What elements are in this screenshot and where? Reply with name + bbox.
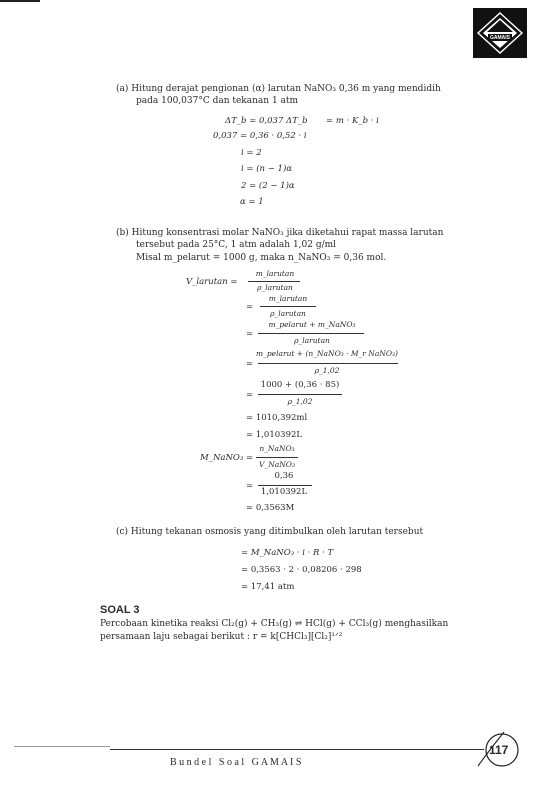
result-volume-l: = 1,010392L <box>246 430 303 440</box>
frac-4-num: m_pelarut + (n_NaNO₃ · M_r NaNO₃) <box>256 349 398 358</box>
frac-5-den: ρ_1,02 <box>287 397 313 406</box>
frac-1-den: ρ_larutan <box>257 283 293 292</box>
frac-7-num: 0,36 <box>274 471 294 481</box>
part-c-question: (c) Hitung tekanan osmosis yang ditimbulkan oleh larutan tersebut <box>116 527 424 537</box>
frac-6-bar <box>256 457 298 458</box>
frac-7-den: 1,010392L <box>260 487 308 497</box>
corner-mark <box>0 0 40 2</box>
soal-3-text-line-1: Percobaan kinetika reaksi Cl₂(g) + CH₃(g) ⇌ HCl(g) + CCl₃(g) menghasilkan <box>100 619 449 629</box>
footer-rule-left <box>14 746 110 747</box>
part-b-question-line-1: (b) Hitung konsentrasi molar NaNO₃ jika diketahui rapat massa larutan <box>116 228 444 238</box>
equals-7: = <box>246 481 254 491</box>
frac-3-num: m_pelarut + m_NaNO₃ <box>268 320 356 329</box>
frac-1-bar <box>248 281 300 282</box>
equals-2: = <box>246 302 254 312</box>
footer-title: B u n d e l S o a l G A M A I S <box>170 757 302 768</box>
frac-4-bar <box>258 363 398 364</box>
part-a-eq-4: i = (n − 1)α <box>241 164 293 174</box>
part-a-eq-5: 2 = (2 − 1)α <box>241 181 295 191</box>
equals-3: = <box>246 329 254 339</box>
part-a-eq-1b: = m · K_b · i <box>326 116 379 126</box>
frac-3-den: ρ_larutan <box>294 336 330 345</box>
frac-4-den: ρ_1,02 <box>314 366 340 375</box>
part-a-eq-6: α = 1 <box>240 197 264 207</box>
page-number: 117 <box>489 743 509 757</box>
soal-3-text-line-2: persamaan laju sebagai berikut : r = k[CHCl₃][Cl₂]¹ᐟ² <box>100 632 343 642</box>
frac-7-bar <box>258 485 312 486</box>
part-a-eq-1a: ΔT_b = 0,037 ΔT_b <box>225 116 308 126</box>
frac-5-bar <box>258 394 342 395</box>
frac-2-bar <box>260 306 316 307</box>
equals-5: = <box>246 390 254 400</box>
result-molarity: = 0,3563M <box>246 503 295 513</box>
part-a-question-line-2: pada 100,037°C dan tekanan 1 atm <box>136 96 299 106</box>
part-c-eq-2: = 0,3563 · 2 · 0,08206 · 298 <box>241 565 362 575</box>
part-b-question-line-2: tersebut pada 25°C, 1 atm adalah 1,02 g/ml <box>136 240 337 250</box>
equals-4: = <box>246 359 254 369</box>
part-b-question-line-3: Misal m_pelarut = 1000 g, maka n_NaNO₃ = 0,36 mol. <box>136 253 387 263</box>
footer-rule <box>110 749 484 750</box>
logo-mark-icon <box>473 8 527 58</box>
m-nano3-label: M_NaNO₃ = <box>200 453 254 463</box>
gamais-logo <box>473 8 527 58</box>
soal-3-heading: SOAL 3 <box>100 604 140 616</box>
frac-2-den: ρ_larutan <box>270 309 306 318</box>
part-a-eq-3: i = 2 <box>241 148 262 158</box>
part-c-eq-1: = M_NaNO₃ · i · R · T <box>241 548 334 558</box>
logo-text: GAMAIS <box>490 35 510 41</box>
logo-subtext: ITB <box>496 42 504 47</box>
frac-1-num: m_larutan <box>255 269 295 278</box>
v-larutan-label: V_larutan = <box>186 277 238 287</box>
part-a-eq-2: 0,037 = 0,36 · 0,52 · i <box>213 131 307 141</box>
frac-6-den: V_NaNO₃ <box>259 460 295 469</box>
result-volume-ml: = 1010,392ml <box>246 413 308 423</box>
part-c-eq-3: = 17,41 atm <box>241 582 295 592</box>
frac-6-num: n_NaNO₃ <box>259 444 295 453</box>
frac-5-num: 1000 + (0,36 · 85) <box>260 380 340 390</box>
frac-2-num: m_larutan <box>268 294 308 303</box>
part-a-question-line-1: (a) Hitung derajat pengionan (α) larutan NaNO₃ 0,36 m yang mendidih <box>116 84 441 94</box>
frac-3-bar <box>258 333 364 334</box>
